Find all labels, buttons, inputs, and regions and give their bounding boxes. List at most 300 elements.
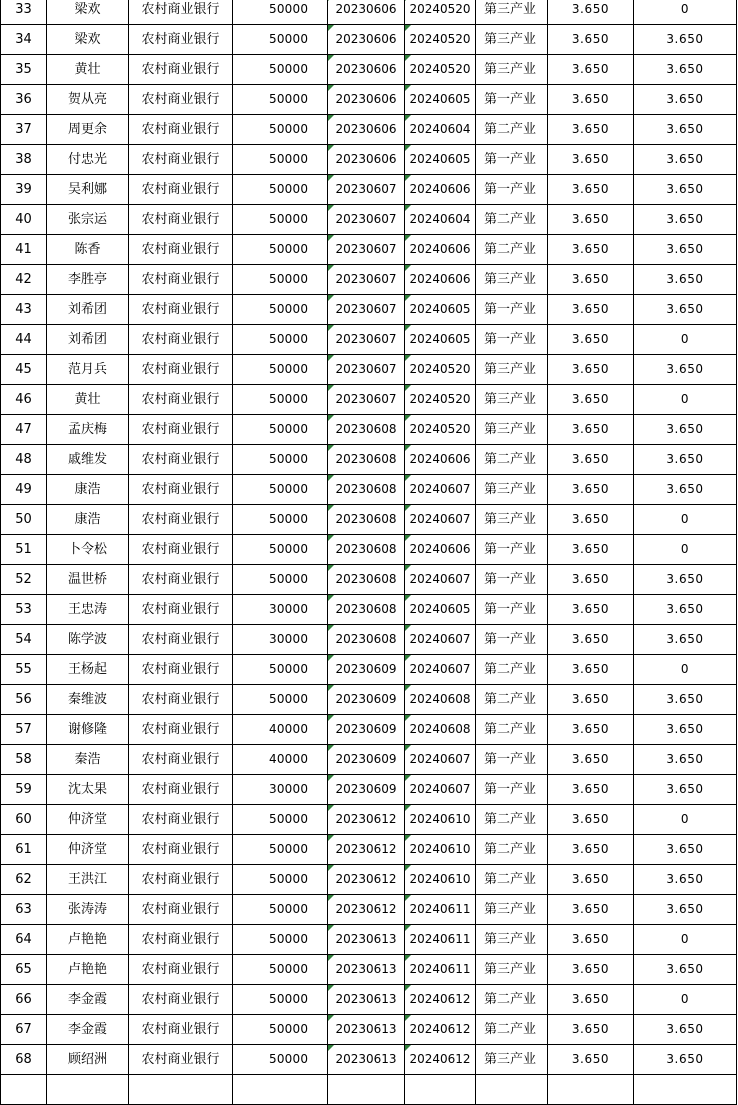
subsidy-value-cell[interactable] bbox=[634, 985, 737, 1015]
industry-cell[interactable] bbox=[476, 625, 548, 655]
start-date-cell[interactable] bbox=[328, 55, 405, 85]
rate-cell[interactable] bbox=[548, 565, 634, 595]
subsidy-value-cell[interactable] bbox=[634, 955, 737, 985]
rate-cell[interactable] bbox=[548, 445, 634, 475]
bank-cell[interactable] bbox=[129, 835, 233, 865]
bank-cell[interactable] bbox=[129, 205, 233, 235]
end-date-cell[interactable] bbox=[405, 115, 476, 145]
end-date-cell[interactable] bbox=[405, 85, 476, 115]
name-cell[interactable] bbox=[47, 55, 129, 85]
name-cell[interactable] bbox=[47, 775, 129, 805]
row-number-cell[interactable] bbox=[1, 325, 47, 355]
industry-cell[interactable] bbox=[476, 475, 548, 505]
loan-amount-cell[interactable] bbox=[233, 745, 328, 775]
row-number-cell[interactable] bbox=[1, 385, 47, 415]
bank-cell[interactable] bbox=[129, 805, 233, 835]
rate-cell[interactable] bbox=[548, 385, 634, 415]
row-number-cell[interactable] bbox=[1, 295, 47, 325]
row-number-cell[interactable] bbox=[1, 775, 47, 805]
start-date-cell[interactable] bbox=[328, 25, 405, 55]
name-cell[interactable] bbox=[47, 85, 129, 115]
bank-cell[interactable] bbox=[129, 325, 233, 355]
loan-amount-cell[interactable] bbox=[233, 655, 328, 685]
subsidy-value-cell[interactable] bbox=[634, 295, 737, 325]
industry-cell[interactable] bbox=[476, 505, 548, 535]
row-number-cell[interactable] bbox=[1, 865, 47, 895]
bank-cell[interactable] bbox=[129, 955, 233, 985]
subsidy-value-cell[interactable] bbox=[634, 565, 737, 595]
name-cell[interactable] bbox=[47, 475, 129, 505]
end-date-cell[interactable] bbox=[405, 175, 476, 205]
rate-cell[interactable] bbox=[548, 805, 634, 835]
subsidy-value-cell[interactable] bbox=[634, 25, 737, 55]
end-date-cell[interactable] bbox=[405, 265, 476, 295]
end-date-cell[interactable] bbox=[405, 775, 476, 805]
loan-amount-cell[interactable] bbox=[233, 265, 328, 295]
end-date-cell[interactable] bbox=[405, 595, 476, 625]
rate-cell[interactable] bbox=[548, 685, 634, 715]
loan-amount-cell[interactable] bbox=[233, 25, 328, 55]
industry-cell[interactable] bbox=[476, 535, 548, 565]
rate-cell[interactable] bbox=[548, 955, 634, 985]
row-number-cell[interactable] bbox=[1, 925, 47, 955]
loan-amount-cell[interactable] bbox=[233, 895, 328, 925]
bank-cell[interactable] bbox=[129, 895, 233, 925]
subsidy-value-cell[interactable] bbox=[634, 505, 737, 535]
row-number-cell[interactable] bbox=[1, 415, 47, 445]
end-date-cell[interactable] bbox=[405, 145, 476, 175]
row-number-cell[interactable] bbox=[1, 1015, 47, 1045]
start-date-cell[interactable] bbox=[328, 385, 405, 415]
bank-cell[interactable] bbox=[129, 415, 233, 445]
name-cell[interactable] bbox=[47, 145, 129, 175]
industry-cell[interactable] bbox=[476, 775, 548, 805]
bank-cell[interactable] bbox=[129, 85, 233, 115]
loan-amount-cell[interactable] bbox=[233, 595, 328, 625]
row-number-cell[interactable] bbox=[1, 145, 47, 175]
end-date-cell[interactable] bbox=[405, 925, 476, 955]
row-number-cell[interactable] bbox=[1, 895, 47, 925]
bank-cell[interactable] bbox=[129, 0, 233, 25]
name-cell[interactable] bbox=[47, 655, 129, 685]
end-date-cell[interactable] bbox=[405, 295, 476, 325]
end-date-cell[interactable] bbox=[405, 205, 476, 235]
subsidy-value-cell[interactable] bbox=[634, 55, 737, 85]
industry-cell[interactable] bbox=[476, 745, 548, 775]
rate-cell[interactable] bbox=[548, 205, 634, 235]
name-cell[interactable] bbox=[47, 625, 129, 655]
loan-amount-cell[interactable] bbox=[233, 985, 328, 1015]
rate-cell[interactable] bbox=[548, 355, 634, 385]
bank-cell[interactable] bbox=[129, 625, 233, 655]
industry-cell[interactable] bbox=[476, 805, 548, 835]
name-cell[interactable] bbox=[47, 265, 129, 295]
bank-cell[interactable] bbox=[129, 775, 233, 805]
loan-amount-cell[interactable] bbox=[233, 85, 328, 115]
subsidy-value-cell[interactable] bbox=[634, 655, 737, 685]
subsidy-value-cell[interactable] bbox=[634, 535, 737, 565]
subsidy-value-cell[interactable] bbox=[634, 175, 737, 205]
bank-cell[interactable] bbox=[129, 745, 233, 775]
end-date-cell[interactable] bbox=[405, 325, 476, 355]
name-cell[interactable] bbox=[47, 1045, 129, 1075]
row-number-cell[interactable] bbox=[1, 0, 47, 25]
loan-amount-cell[interactable] bbox=[233, 865, 328, 895]
end-date-cell[interactable] bbox=[405, 1075, 476, 1105]
rate-cell[interactable] bbox=[548, 655, 634, 685]
name-cell[interactable] bbox=[47, 805, 129, 835]
loan-amount-cell[interactable] bbox=[233, 385, 328, 415]
rate-cell[interactable] bbox=[548, 835, 634, 865]
start-date-cell[interactable] bbox=[328, 295, 405, 325]
loan-amount-cell[interactable] bbox=[233, 475, 328, 505]
industry-cell[interactable] bbox=[476, 145, 548, 175]
bank-cell[interactable] bbox=[129, 25, 233, 55]
subsidy-value-cell[interactable] bbox=[634, 1015, 737, 1045]
start-date-cell[interactable] bbox=[328, 145, 405, 175]
loan-amount-cell[interactable] bbox=[233, 205, 328, 235]
subsidy-value-cell[interactable] bbox=[634, 895, 737, 925]
industry-cell[interactable] bbox=[476, 235, 548, 265]
row-number-cell[interactable] bbox=[1, 655, 47, 685]
name-cell[interactable] bbox=[47, 0, 129, 25]
subsidy-value-cell[interactable] bbox=[634, 625, 737, 655]
bank-cell[interactable] bbox=[129, 295, 233, 325]
end-date-cell[interactable] bbox=[405, 415, 476, 445]
subsidy-value-cell[interactable] bbox=[634, 1075, 737, 1105]
rate-cell[interactable] bbox=[548, 115, 634, 145]
bank-cell[interactable] bbox=[129, 235, 233, 265]
start-date-cell[interactable] bbox=[328, 985, 405, 1015]
industry-cell[interactable] bbox=[476, 985, 548, 1015]
rate-cell[interactable] bbox=[548, 1045, 634, 1075]
start-date-cell[interactable] bbox=[328, 1075, 405, 1105]
subsidy-value-cell[interactable] bbox=[634, 355, 737, 385]
bank-cell[interactable] bbox=[129, 355, 233, 385]
bank-cell[interactable] bbox=[129, 1075, 233, 1105]
bank-cell[interactable] bbox=[129, 445, 233, 475]
rate-cell[interactable] bbox=[548, 235, 634, 265]
subsidy-value-cell[interactable] bbox=[634, 235, 737, 265]
end-date-cell[interactable] bbox=[405, 895, 476, 925]
row-number-cell[interactable] bbox=[1, 115, 47, 145]
row-number-cell[interactable] bbox=[1, 55, 47, 85]
end-date-cell[interactable] bbox=[405, 625, 476, 655]
row-number-cell[interactable] bbox=[1, 505, 47, 535]
industry-cell[interactable] bbox=[476, 895, 548, 925]
loan-amount-cell[interactable] bbox=[233, 805, 328, 835]
start-date-cell[interactable] bbox=[328, 1045, 405, 1075]
subsidy-value-cell[interactable] bbox=[634, 715, 737, 745]
end-date-cell[interactable] bbox=[405, 655, 476, 685]
industry-cell[interactable] bbox=[476, 1015, 548, 1045]
row-number-cell[interactable] bbox=[1, 265, 47, 295]
start-date-cell[interactable] bbox=[328, 235, 405, 265]
industry-cell[interactable] bbox=[476, 925, 548, 955]
loan-amount-cell[interactable] bbox=[233, 625, 328, 655]
industry-cell[interactable] bbox=[476, 265, 548, 295]
subsidy-value-cell[interactable] bbox=[634, 415, 737, 445]
rate-cell[interactable] bbox=[548, 1015, 634, 1045]
bank-cell[interactable] bbox=[129, 595, 233, 625]
subsidy-value-cell[interactable] bbox=[634, 205, 737, 235]
end-date-cell[interactable] bbox=[405, 565, 476, 595]
industry-cell[interactable] bbox=[476, 955, 548, 985]
row-number-cell[interactable] bbox=[1, 805, 47, 835]
end-date-cell[interactable] bbox=[405, 715, 476, 745]
bank-cell[interactable] bbox=[129, 1045, 233, 1075]
start-date-cell[interactable] bbox=[328, 715, 405, 745]
name-cell[interactable] bbox=[47, 565, 129, 595]
bank-cell[interactable] bbox=[129, 475, 233, 505]
rate-cell[interactable] bbox=[548, 85, 634, 115]
rate-cell[interactable] bbox=[548, 55, 634, 85]
end-date-cell[interactable] bbox=[405, 955, 476, 985]
bank-cell[interactable] bbox=[129, 655, 233, 685]
industry-cell[interactable] bbox=[476, 385, 548, 415]
start-date-cell[interactable] bbox=[328, 685, 405, 715]
bank-cell[interactable] bbox=[129, 535, 233, 565]
industry-cell[interactable] bbox=[476, 565, 548, 595]
end-date-cell[interactable] bbox=[405, 535, 476, 565]
loan-amount-cell[interactable] bbox=[233, 1075, 328, 1105]
name-cell[interactable] bbox=[47, 865, 129, 895]
subsidy-value-cell[interactable] bbox=[634, 775, 737, 805]
bank-cell[interactable] bbox=[129, 1015, 233, 1045]
rate-cell[interactable] bbox=[548, 775, 634, 805]
end-date-cell[interactable] bbox=[405, 0, 476, 25]
name-cell[interactable] bbox=[47, 925, 129, 955]
start-date-cell[interactable] bbox=[328, 175, 405, 205]
rate-cell[interactable] bbox=[548, 535, 634, 565]
subsidy-value-cell[interactable] bbox=[634, 325, 737, 355]
loan-amount-cell[interactable] bbox=[233, 835, 328, 865]
name-cell[interactable] bbox=[47, 535, 129, 565]
industry-cell[interactable] bbox=[476, 685, 548, 715]
end-date-cell[interactable] bbox=[405, 685, 476, 715]
name-cell[interactable] bbox=[47, 205, 129, 235]
rate-cell[interactable] bbox=[548, 505, 634, 535]
industry-cell[interactable] bbox=[476, 835, 548, 865]
industry-cell[interactable] bbox=[476, 355, 548, 385]
name-cell[interactable] bbox=[47, 505, 129, 535]
name-cell[interactable] bbox=[47, 235, 129, 265]
bank-cell[interactable] bbox=[129, 565, 233, 595]
industry-cell[interactable] bbox=[476, 865, 548, 895]
rate-cell[interactable] bbox=[548, 25, 634, 55]
name-cell[interactable] bbox=[47, 445, 129, 475]
industry-cell[interactable] bbox=[476, 1045, 548, 1075]
row-number-cell[interactable] bbox=[1, 535, 47, 565]
row-number-cell[interactable] bbox=[1, 475, 47, 505]
name-cell[interactable] bbox=[47, 835, 129, 865]
row-number-cell[interactable] bbox=[1, 595, 47, 625]
end-date-cell[interactable] bbox=[405, 805, 476, 835]
rate-cell[interactable] bbox=[548, 595, 634, 625]
subsidy-value-cell[interactable] bbox=[634, 685, 737, 715]
start-date-cell[interactable] bbox=[328, 895, 405, 925]
name-cell[interactable] bbox=[47, 175, 129, 205]
loan-amount-cell[interactable] bbox=[233, 535, 328, 565]
industry-cell[interactable] bbox=[476, 445, 548, 475]
rate-cell[interactable] bbox=[548, 715, 634, 745]
start-date-cell[interactable] bbox=[328, 445, 405, 475]
subsidy-value-cell[interactable] bbox=[634, 835, 737, 865]
industry-cell[interactable] bbox=[476, 25, 548, 55]
end-date-cell[interactable] bbox=[405, 55, 476, 85]
subsidy-value-cell[interactable] bbox=[634, 445, 737, 475]
subsidy-value-cell[interactable] bbox=[634, 0, 737, 25]
loan-amount-cell[interactable] bbox=[233, 445, 328, 475]
loan-amount-cell[interactable] bbox=[233, 0, 328, 25]
bank-cell[interactable] bbox=[129, 925, 233, 955]
industry-cell[interactable] bbox=[476, 55, 548, 85]
start-date-cell[interactable] bbox=[328, 925, 405, 955]
industry-cell[interactable] bbox=[476, 655, 548, 685]
subsidy-value-cell[interactable] bbox=[634, 85, 737, 115]
loan-amount-cell[interactable] bbox=[233, 145, 328, 175]
name-cell[interactable] bbox=[47, 955, 129, 985]
industry-cell[interactable] bbox=[476, 415, 548, 445]
rate-cell[interactable] bbox=[548, 475, 634, 505]
row-number-cell[interactable] bbox=[1, 1075, 47, 1105]
row-number-cell[interactable] bbox=[1, 25, 47, 55]
industry-cell[interactable] bbox=[476, 295, 548, 325]
end-date-cell[interactable] bbox=[405, 1015, 476, 1045]
end-date-cell[interactable] bbox=[405, 865, 476, 895]
row-number-cell[interactable] bbox=[1, 745, 47, 775]
row-number-cell[interactable] bbox=[1, 685, 47, 715]
start-date-cell[interactable] bbox=[328, 475, 405, 505]
industry-cell[interactable] bbox=[476, 205, 548, 235]
start-date-cell[interactable] bbox=[328, 505, 405, 535]
subsidy-value-cell[interactable] bbox=[634, 1045, 737, 1075]
name-cell[interactable] bbox=[47, 325, 129, 355]
industry-cell[interactable] bbox=[476, 325, 548, 355]
loan-amount-cell[interactable] bbox=[233, 115, 328, 145]
industry-cell[interactable] bbox=[476, 0, 548, 25]
name-cell[interactable] bbox=[47, 895, 129, 925]
start-date-cell[interactable] bbox=[328, 775, 405, 805]
rate-cell[interactable] bbox=[548, 865, 634, 895]
bank-cell[interactable] bbox=[129, 115, 233, 145]
loan-amount-cell[interactable] bbox=[233, 415, 328, 445]
row-number-cell[interactable] bbox=[1, 1045, 47, 1075]
loan-amount-cell[interactable] bbox=[233, 175, 328, 205]
start-date-cell[interactable] bbox=[328, 0, 405, 25]
bank-cell[interactable] bbox=[129, 385, 233, 415]
subsidy-value-cell[interactable] bbox=[634, 115, 737, 145]
start-date-cell[interactable] bbox=[328, 655, 405, 685]
loan-amount-cell[interactable] bbox=[233, 325, 328, 355]
end-date-cell[interactable] bbox=[405, 235, 476, 265]
end-date-cell[interactable] bbox=[405, 445, 476, 475]
rate-cell[interactable] bbox=[548, 895, 634, 925]
loan-amount-cell[interactable] bbox=[233, 565, 328, 595]
bank-cell[interactable] bbox=[129, 685, 233, 715]
subsidy-value-cell[interactable] bbox=[634, 475, 737, 505]
bank-cell[interactable] bbox=[129, 265, 233, 295]
end-date-cell[interactable] bbox=[405, 355, 476, 385]
start-date-cell[interactable] bbox=[328, 325, 405, 355]
start-date-cell[interactable] bbox=[328, 595, 405, 625]
loan-amount-cell[interactable] bbox=[233, 505, 328, 535]
loan-amount-cell[interactable] bbox=[233, 1045, 328, 1075]
start-date-cell[interactable] bbox=[328, 85, 405, 115]
subsidy-value-cell[interactable] bbox=[634, 145, 737, 175]
loan-amount-cell[interactable] bbox=[233, 355, 328, 385]
start-date-cell[interactable] bbox=[328, 565, 405, 595]
name-cell[interactable] bbox=[47, 745, 129, 775]
end-date-cell[interactable] bbox=[405, 835, 476, 865]
bank-cell[interactable] bbox=[129, 865, 233, 895]
loan-amount-cell[interactable] bbox=[233, 955, 328, 985]
row-number-cell[interactable] bbox=[1, 235, 47, 265]
end-date-cell[interactable] bbox=[405, 475, 476, 505]
bank-cell[interactable] bbox=[129, 145, 233, 175]
end-date-cell[interactable] bbox=[405, 25, 476, 55]
row-number-cell[interactable] bbox=[1, 985, 47, 1015]
start-date-cell[interactable] bbox=[328, 535, 405, 565]
bank-cell[interactable] bbox=[129, 715, 233, 745]
subsidy-value-cell[interactable] bbox=[634, 385, 737, 415]
subsidy-value-cell[interactable] bbox=[634, 265, 737, 295]
rate-cell[interactable] bbox=[548, 145, 634, 175]
rate-cell[interactable] bbox=[548, 415, 634, 445]
row-number-cell[interactable] bbox=[1, 835, 47, 865]
rate-cell[interactable] bbox=[548, 265, 634, 295]
industry-cell[interactable] bbox=[476, 175, 548, 205]
name-cell[interactable] bbox=[47, 385, 129, 415]
rate-cell[interactable] bbox=[548, 0, 634, 25]
subsidy-value-cell[interactable] bbox=[634, 865, 737, 895]
industry-cell[interactable] bbox=[476, 115, 548, 145]
rate-cell[interactable] bbox=[548, 925, 634, 955]
rate-cell[interactable] bbox=[548, 175, 634, 205]
subsidy-value-cell[interactable] bbox=[634, 805, 737, 835]
industry-cell[interactable] bbox=[476, 1075, 548, 1105]
name-cell[interactable] bbox=[47, 595, 129, 625]
end-date-cell[interactable] bbox=[405, 1045, 476, 1075]
start-date-cell[interactable] bbox=[328, 955, 405, 985]
subsidy-value-cell[interactable] bbox=[634, 745, 737, 775]
start-date-cell[interactable] bbox=[328, 205, 405, 235]
name-cell[interactable] bbox=[47, 355, 129, 385]
rate-cell[interactable] bbox=[548, 325, 634, 355]
name-cell[interactable] bbox=[47, 115, 129, 145]
name-cell[interactable] bbox=[47, 295, 129, 325]
bank-cell[interactable] bbox=[129, 55, 233, 85]
industry-cell[interactable] bbox=[476, 595, 548, 625]
subsidy-value-cell[interactable] bbox=[634, 595, 737, 625]
row-number-cell[interactable] bbox=[1, 445, 47, 475]
row-number-cell[interactable] bbox=[1, 955, 47, 985]
rate-cell[interactable] bbox=[548, 1075, 634, 1105]
row-number-cell[interactable] bbox=[1, 355, 47, 385]
loan-amount-cell[interactable] bbox=[233, 715, 328, 745]
start-date-cell[interactable] bbox=[328, 745, 405, 775]
name-cell[interactable] bbox=[47, 715, 129, 745]
rate-cell[interactable] bbox=[548, 625, 634, 655]
end-date-cell[interactable] bbox=[405, 385, 476, 415]
start-date-cell[interactable] bbox=[328, 835, 405, 865]
loan-amount-cell[interactable] bbox=[233, 55, 328, 85]
name-cell[interactable] bbox=[47, 1015, 129, 1045]
row-number-cell[interactable] bbox=[1, 625, 47, 655]
start-date-cell[interactable] bbox=[328, 265, 405, 295]
loan-amount-cell[interactable] bbox=[233, 775, 328, 805]
end-date-cell[interactable] bbox=[405, 985, 476, 1015]
